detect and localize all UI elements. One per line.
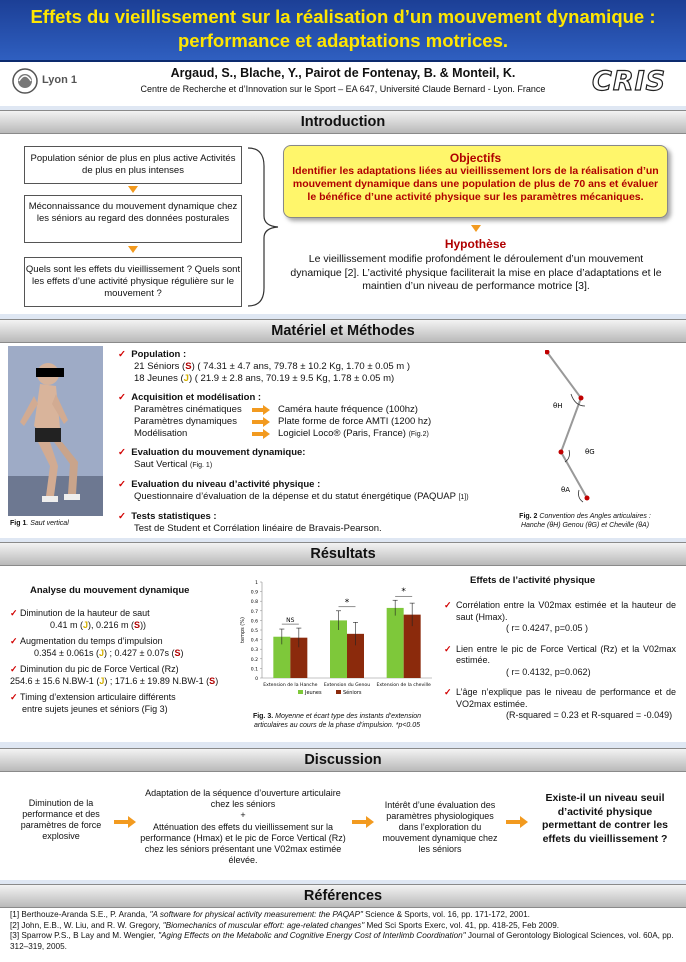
results-left-value: ), 0.216 m ( bbox=[88, 619, 135, 630]
results-left-value: ) ; 171.6 ± 19.89 N.BW-1 ( bbox=[104, 675, 210, 686]
reference-source: Science & Sports, vol. 16, pp. 171-172, 2001. bbox=[362, 910, 530, 919]
check-icon: ✓ bbox=[10, 692, 21, 702]
tests-line: Test de Student et Corrélation linéaire de Bravais-Pearson. bbox=[134, 523, 382, 534]
results-right-stat: (R-squared = 0.23 et R-squared = -0.049) bbox=[506, 710, 673, 720]
theta-h-label: θH bbox=[553, 402, 563, 410]
acquisition-item bbox=[118, 392, 498, 404]
y-tick-label: 0.2 bbox=[250, 657, 258, 663]
eval-note: (Fig. 1) bbox=[189, 462, 213, 469]
section-title-results: Résultats bbox=[310, 546, 376, 562]
discussion-box-3: Intérêt d’une évaluation des paramètres physiologiques dans l’exploration du mouvement dynamique chez les séniors bbox=[382, 800, 498, 854]
fig3-caption-l2: articulaires au cours de la phase d’impulsion. *p<0.05 bbox=[254, 722, 420, 729]
reference-source: Med Sci Sports Exerc, vol. 41, pp. 418-25, Feb 2009. bbox=[364, 920, 560, 930]
fig3-caption-bold: Fig. 3. bbox=[252, 713, 274, 720]
y-tick-label: 0.9 bbox=[250, 590, 258, 596]
acquisition-tool-text: Plate forme de force AMTI (1200 hz) bbox=[278, 416, 432, 427]
authors: Argaud, S., Blache, Y., Pairot de Fontenay, B. & Monteil, K. bbox=[170, 66, 516, 80]
results-left-value: 0.41 m ( bbox=[50, 619, 84, 630]
objectifs-box bbox=[283, 145, 668, 218]
discussion-box-2-line1: Adaptation de la séquence d’ouverture articulaire chez les séniors bbox=[145, 788, 341, 810]
check-icon: ✓ bbox=[10, 608, 21, 618]
y-tick-label: 1 bbox=[255, 581, 258, 586]
results-left-value: ) bbox=[215, 675, 219, 686]
lyon1-logo-text: Lyon 1 bbox=[42, 74, 78, 86]
pop1-s: S bbox=[185, 361, 192, 372]
acquisition-param: Paramètres cinématiques bbox=[134, 404, 242, 415]
section-title-introduction: Introduction bbox=[300, 114, 386, 130]
group-j: J bbox=[83, 619, 89, 630]
section-title-methods: Matériel et Méthodes bbox=[271, 323, 415, 339]
acquisition-tool bbox=[278, 428, 429, 441]
section-references bbox=[0, 884, 686, 908]
results-left-line2 bbox=[10, 648, 230, 660]
arrow-right-icon bbox=[252, 429, 270, 443]
legend-label: Jeunes bbox=[305, 690, 322, 696]
results-right-title: Effets de l’activité physique bbox=[470, 575, 596, 586]
fig1-photo bbox=[8, 346, 103, 516]
eval-label: Evaluation du mouvement dynamique: bbox=[131, 447, 306, 458]
x-tick-label: Extension de la Hanche bbox=[263, 683, 318, 688]
fig2-caption-bold: Fig. 2 bbox=[519, 513, 538, 520]
marker-hip bbox=[579, 396, 584, 401]
population-line-1 bbox=[118, 361, 498, 373]
results-left-line1 bbox=[10, 608, 230, 620]
poster-title bbox=[0, 5, 686, 53]
fig2-caption-l2: Hanche (θH) Genou (θG) et Cheville (θA) bbox=[520, 522, 650, 529]
section-title-references: Références bbox=[303, 888, 383, 904]
title-line-1: Effets du vieillissement sur la réalisation d’un mouvement dynamique : bbox=[30, 6, 656, 27]
results-left-value: 0.354 ± 0.061s ( bbox=[34, 647, 99, 658]
cris-logo bbox=[592, 66, 678, 98]
discussion-box-1: Diminution de la performance et des paramètres de force explosive bbox=[20, 798, 102, 841]
results-right-stat: ( r= 0.4132, p=0.062) bbox=[506, 666, 591, 677]
acquisition-row bbox=[118, 416, 498, 428]
check-icon: ✓ bbox=[118, 392, 126, 403]
y-tick-label: 0.6 bbox=[250, 619, 258, 625]
results-left-title: Analyse du mouvement dynamique bbox=[30, 585, 190, 596]
acquisition-param: Paramètres dynamiques bbox=[134, 416, 237, 427]
intro-box-questions: Quels sont les effets du vieillissement ? Quels sont les effets d’une activité physique régulière sur le mouvement ? bbox=[24, 257, 242, 307]
population-line-2 bbox=[118, 373, 498, 385]
results-left-item bbox=[10, 636, 230, 659]
y-axis-label: temps (%) bbox=[240, 617, 246, 643]
check-icon: ✓ bbox=[10, 636, 21, 646]
acquisition-param: Modélisation bbox=[134, 428, 188, 439]
acq-label: Acquisition et modélisation : bbox=[131, 392, 262, 403]
fig2-joint-angles bbox=[545, 350, 625, 510]
eval2-note: [1]) bbox=[458, 494, 469, 501]
acquisition-tool bbox=[278, 404, 418, 416]
bar-jeunes-2 bbox=[387, 608, 404, 678]
group-j: J bbox=[98, 647, 104, 658]
discussion-box-2 bbox=[138, 788, 348, 866]
acquisition-tool-text: Logiciel Loco® (Paris, France) bbox=[278, 428, 406, 439]
fig2-caption bbox=[490, 512, 680, 530]
y-tick-label: 0.8 bbox=[250, 600, 258, 606]
hypothese-title: Hypothèse bbox=[444, 237, 507, 251]
results-left-text: Timing d’extension articulaire différents bbox=[20, 692, 176, 702]
fig1-caption-bold: Fig 1 bbox=[10, 520, 27, 527]
theta-a-label: θA bbox=[561, 486, 571, 494]
jumping-person-icon bbox=[8, 346, 103, 516]
arrow-right-2-icon bbox=[352, 816, 374, 828]
arrow-right-3-icon bbox=[506, 816, 528, 828]
discussion-box-2-plus: + bbox=[240, 810, 246, 821]
acquisition-tool-note: (Fig.2) bbox=[408, 431, 429, 438]
fig2-caption-l1: Convention des Angles articulaires : bbox=[539, 513, 651, 520]
significance-label: * bbox=[344, 597, 350, 608]
y-tick-label: 0.4 bbox=[250, 638, 258, 644]
intro-box-meconnaissance: Méconnaissance du mouvement dynamique chez les séniors au regard des données posturales bbox=[24, 195, 242, 243]
eval-text: Saut Vertical bbox=[134, 459, 188, 470]
check-icon: ✓ bbox=[118, 511, 126, 522]
eval2-item bbox=[118, 479, 498, 491]
legend-swatch-jeunes bbox=[298, 690, 303, 694]
results-right-list bbox=[444, 600, 676, 731]
fig3-caption bbox=[232, 712, 442, 730]
eval-line bbox=[118, 459, 498, 472]
arrow-right-1-icon bbox=[114, 816, 136, 828]
group-s: S bbox=[174, 647, 181, 658]
results-left-text: Diminution du pic de Force Vertical (Rz) bbox=[20, 664, 179, 674]
x-tick-label: Extension du Genou bbox=[323, 683, 371, 688]
results-right-item bbox=[444, 600, 676, 635]
objectifs-text: Identifier les adaptations liées au vieillissement lors de la réalisation d’un mouvement dynamique dans une population de plus de 70 ans et évaluer le bénéfice d’une activité physique sur les paramètres mécaniques. bbox=[292, 165, 659, 203]
reference-item bbox=[10, 931, 680, 952]
reference-authors: [3] Sparrow P.S., B Lay and M. Wengier, bbox=[10, 931, 159, 940]
x-tick-label: Extension de la cheville bbox=[376, 683, 431, 688]
eval2-line bbox=[118, 491, 498, 504]
eval2-label: Evaluation du niveau d’activité physique : bbox=[131, 479, 321, 490]
reference-item bbox=[10, 910, 680, 921]
results-left-list bbox=[10, 608, 230, 720]
lyon1-logo bbox=[10, 66, 90, 96]
section-introduction bbox=[0, 110, 686, 134]
check-icon: ✓ bbox=[118, 447, 126, 458]
results-left-line2 bbox=[10, 704, 230, 716]
results-left-line1 bbox=[10, 692, 230, 704]
check-icon: ✓ bbox=[10, 664, 21, 674]
group-j: J bbox=[99, 675, 105, 686]
theta-g-label: θG bbox=[585, 448, 595, 456]
legend-label: Séniors bbox=[343, 690, 362, 696]
group-s: S bbox=[209, 675, 216, 686]
title-line-2: performance et adaptations motrices. bbox=[177, 30, 508, 51]
acquisition-rows bbox=[118, 404, 498, 440]
fig3-caption-l1: Moyenne et écart type des instants d’extension bbox=[275, 713, 422, 720]
results-left-value: 254.6 ± 15.6 N.BW-1 ( bbox=[10, 675, 100, 686]
tests-item bbox=[118, 511, 498, 523]
results-left-value: entre sujets jeunes et séniors bbox=[22, 703, 140, 714]
results-left-line2 bbox=[10, 620, 230, 632]
group-s: S bbox=[134, 619, 141, 630]
eval-item bbox=[118, 447, 498, 459]
section-methods bbox=[0, 319, 686, 343]
acquisition-tool bbox=[278, 416, 431, 428]
population-item bbox=[118, 349, 498, 361]
discussion-box-2-line2: Atténuation des effets du vieillissement sur la performance (Hmax) et le pic de Force Vertical (Rz) chez les séniors présentant une V02max estimée élevée. bbox=[140, 821, 346, 866]
y-tick-label: 0.7 bbox=[250, 609, 258, 615]
pop1-b: ) ( 74.31 ± 4.7 ans, 79.78 ± 10.2 Kg, 1.70 ± 0.05 m ) bbox=[191, 361, 411, 372]
results-right-text: L’âge n’explique pas le niveau de performance et de VO2max estimée. bbox=[456, 687, 676, 709]
results-left-text: Augmentation du temps d’impulsion bbox=[20, 636, 163, 646]
y-tick-label: 0.3 bbox=[250, 648, 258, 654]
results-left-value: ) bbox=[180, 647, 184, 658]
results-left-item bbox=[10, 664, 230, 687]
arrow-down-3-icon bbox=[471, 225, 481, 232]
acquisition-row bbox=[118, 428, 498, 440]
section-title-discussion: Discussion bbox=[304, 752, 382, 768]
significance-label: NS bbox=[286, 617, 295, 625]
results-left-line1 bbox=[10, 664, 230, 676]
results-right-text: Lien entre le pic de Force Vertical (Rz) et la V02max estimée. bbox=[456, 643, 676, 665]
fig1-caption bbox=[10, 520, 69, 527]
results-right-stat: ( r= 0.4247, p=0.05 ) bbox=[506, 623, 589, 633]
check-icon: ✓ bbox=[444, 687, 452, 697]
marker-ankle bbox=[585, 496, 590, 501]
references-list bbox=[10, 910, 680, 952]
results-left-text: Diminution de la hauteur de saut bbox=[20, 608, 150, 618]
acquisition-row bbox=[118, 404, 498, 416]
hypothese-text: Le vieillissement modifie profondément le déroulement d’un mouvement dynamique [2]. L’activité physique faciliterait la mise en place d’adaptations et le maintien d’un niveau de performance motrice [3]. bbox=[290, 253, 662, 292]
results-left-item bbox=[10, 608, 230, 631]
discussion-box-4: Existe-il un niveau seuil d’activité physique permettant de contrer les effets du vieillissement ? bbox=[541, 792, 669, 845]
intro-box-population: Population sénior de plus en plus active Activités de plus en plus intenses bbox=[24, 146, 242, 184]
cris-logo-text: CRIS bbox=[592, 66, 667, 97]
section-results bbox=[0, 542, 686, 566]
reference-title: "A software for physical activity measurement: the PAQAP" bbox=[149, 910, 363, 919]
pop2-j: J bbox=[183, 373, 189, 384]
results-left-line2 bbox=[10, 676, 230, 688]
results-left-value: ) ; 0.427 ± 0.07s ( bbox=[104, 647, 175, 658]
legend-swatch-séniors bbox=[336, 690, 341, 694]
eval2-text: Questionnaire d’évaluation de la dépense et du statut énergétique (PAQUAP bbox=[134, 491, 456, 502]
check-icon: ✓ bbox=[444, 600, 452, 610]
brace-icon bbox=[244, 146, 284, 308]
reference-authors: [2] John, E.B., W. Liu, and R. W. Gregory, bbox=[10, 920, 163, 930]
results-left-line1 bbox=[10, 636, 230, 648]
objectifs-title: Objectifs bbox=[449, 151, 502, 165]
pop2-a: 18 Jeunes ( bbox=[134, 373, 184, 384]
fig3-bar-chart bbox=[236, 574, 436, 706]
arrow-down-1-icon bbox=[128, 186, 138, 193]
y-tick-label: 0 bbox=[255, 677, 258, 682]
fig1-caption-text: . Saut vertical bbox=[26, 520, 69, 527]
population-label: Population : bbox=[131, 349, 187, 360]
results-right-item bbox=[444, 644, 676, 679]
results-left-value: (Fig 3) bbox=[139, 703, 168, 714]
marker-knee bbox=[559, 450, 564, 455]
results-left-value: )) bbox=[140, 619, 147, 630]
results-left-item bbox=[10, 692, 230, 715]
pop2-b: ) ( 21.9 ± 2.8 ans, 70.19 ± 9.5 Kg, 1.78 ± 0.05 m) bbox=[188, 373, 395, 384]
section-discussion bbox=[0, 748, 686, 772]
check-icon: ✓ bbox=[118, 479, 126, 490]
pop1-a: 21 Séniors ( bbox=[134, 361, 186, 372]
y-tick-label: 0.1 bbox=[250, 667, 258, 673]
reference-title: "Aging Effects on the Metabolic and Cognitive Energy Cost of Interlimb Coordination" bbox=[158, 931, 466, 940]
acquisition-tool-text: Caméra haute fréquence (100hz) bbox=[278, 404, 418, 415]
check-icon: ✓ bbox=[118, 349, 126, 360]
affiliation: Centre de Recherche et d’Innovation sur le Sport – EA 647, Université Claude Bernard - Lyon. France bbox=[140, 84, 546, 94]
y-tick-label: 0.5 bbox=[250, 629, 258, 634]
results-right-item bbox=[444, 687, 676, 722]
reference-authors: [1] Berthouze-Aranda S.E., P. Aranda, bbox=[10, 910, 150, 919]
reference-title: "Biomechanics of muscular effort: age-related changes" bbox=[162, 920, 365, 930]
reference-item bbox=[10, 921, 680, 932]
methods-list bbox=[118, 349, 498, 535]
significance-label: * bbox=[401, 587, 406, 598]
reference-source: Journal of Gerontology Biological Sciences, vol. 60A, pp. 312–319, 2005. bbox=[10, 931, 674, 951]
check-icon: ✓ bbox=[444, 643, 452, 654]
arrow-down-2-icon bbox=[128, 246, 138, 253]
tests-label: Tests statistiques : bbox=[131, 511, 217, 522]
results-right-text: Corrélation entre la V02max estimée et la hauteur de saut (Hmax). bbox=[456, 600, 676, 622]
